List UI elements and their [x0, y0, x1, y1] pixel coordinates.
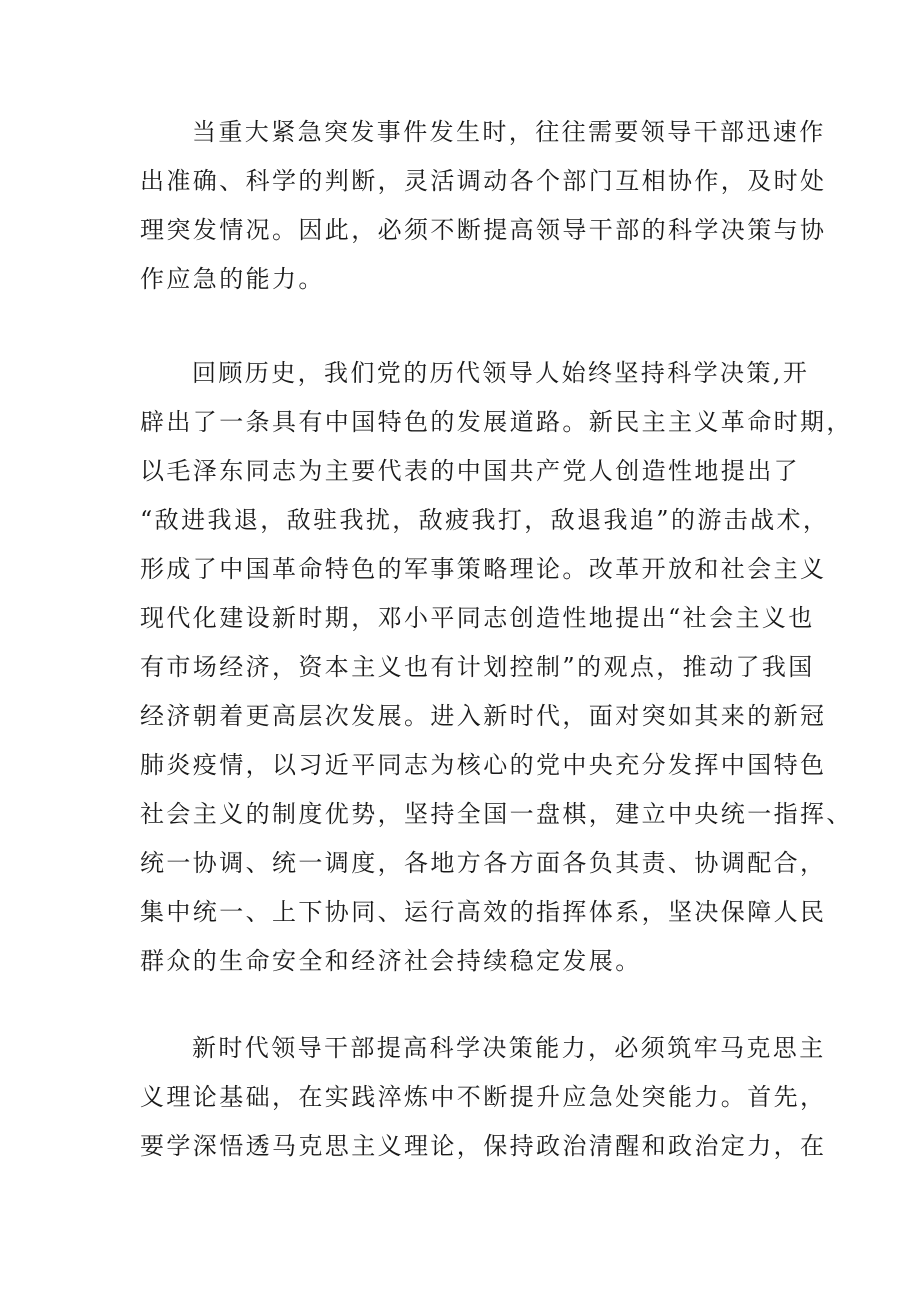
text-line: 现代化建设新时期，邓小平同志创造性地提出“社会主义也 [140, 604, 815, 632]
text-line: “敌进我退，敌驻我扰，敌疲我打，敌退我追”的游击战术， [140, 506, 830, 534]
text-line: 作应急的能力。 [140, 265, 325, 293]
text-line: 理突发情况。因此，必须不断提高领导干部的科学决策与协 [140, 216, 827, 244]
text-line: 群众的生命安全和经济社会持续稳定发展。 [140, 947, 642, 975]
text-line: 出准确、科学的判断，灵活调动各个部门互相协作，及时处 [140, 167, 827, 195]
text-line: 辟出了一条具有中国特色的发展道路。新民主主义革命时期， [140, 408, 853, 436]
text-line: 回顾历史，我们党的历代领导人始终坚持科学决策,开 [192, 359, 810, 387]
text-line: 新时代领导干部提高科学决策能力，必须筑牢马克思主 [192, 1034, 826, 1062]
paragraph-3 [140, 1024, 827, 1171]
text-line: 集中统一、上下协同、运行高效的指挥体系，坚决保障人民 [140, 898, 827, 926]
paragraph-2 [140, 349, 853, 986]
text-line: 肺炎疫情，以习近平同志为核心的党中央充分发挥中国特色 [140, 751, 827, 779]
text-line: 经济朝着更高层次发展。进入新时代，面对突如其来的新冠 [140, 702, 827, 730]
text-line: 统一协调、统一调度，各地方各方面各负其责、协调配合， [140, 849, 827, 877]
text-line: 要学深悟透马克思主义理论，保持政治清醒和政治定力，在 [140, 1132, 827, 1160]
text-line: 社会主义的制度优势，坚持全国一盘棋，建立中央统一指挥、 [140, 800, 853, 828]
text-line: 有市场经济，资本主义也有计划控制”的观点，推动了我国 [140, 653, 815, 681]
text-line: 义理论基础，在实践淬炼中不断提升应急处突能力。首先， [140, 1083, 827, 1111]
text-line: 以毛泽东同志为主要代表的中国共产党人创造性地提出了 [140, 457, 800, 485]
text-line: 形成了中国革命特色的军事策略理论。改革开放和社会主义 [140, 555, 827, 583]
text-line: 当重大紧急突发事件发生时，往往需要领导干部迅速作 [192, 118, 826, 146]
paragraph-1 [140, 108, 827, 304]
